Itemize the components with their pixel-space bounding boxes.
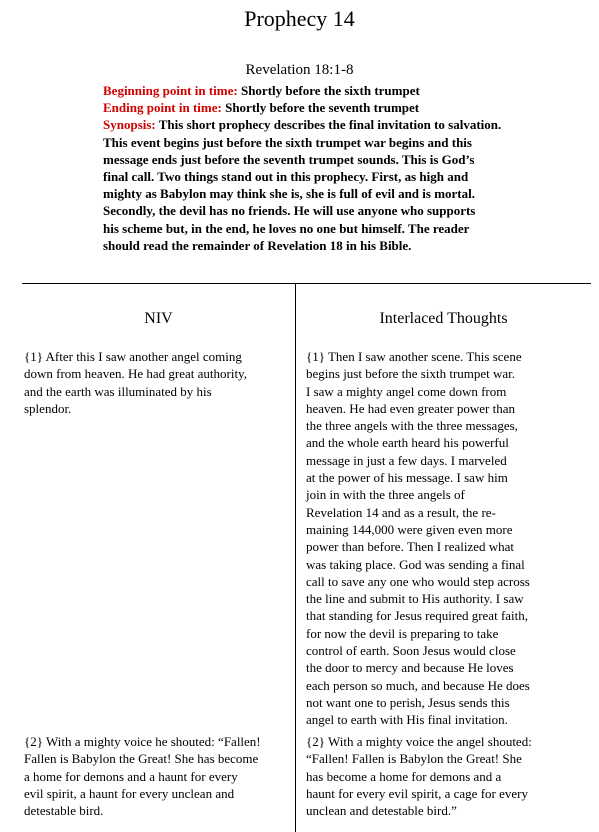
beginning-value: Shortly before the sixth trumpet [240,83,420,98]
ending-label: Ending point in time: [103,100,222,116]
page-title: Prophecy 14 [244,6,355,31]
synopsis-text: This short prophecy describes the final invitation to salvation. This event begins just before the sixth trumpet war begins and this message ends just before the seventh trumpet sounds. This is God’s final call. Two things stand out in this prophecy. First, as high and mighty as Babylon may think she is, she is full of evil and is mortal. Secondly, the devil has no friends. He will use anyone who supports his scheme but, in the end, he loves no one but himself. The reader should read the remainder of Revelation 18 in his Bible. [103,117,502,253]
ending-row [103,99,583,116]
ending-value: Shortly before the seventh trumpet [225,100,420,116]
interlaced-column-header: Interlaced Thoughts [379,310,508,327]
scripture-reference: Revelation 18:1-8 [245,62,354,78]
verse-1-interlaced: {1} Then I saw another scene. This scene begins just before the sixth trumpet war. I saw a mighty angel come down from heaven. He had even greater power than the three angels with the three messages, and the whole earth heard his powerful message in just a few days. I marveled at the power of his message. I saw him join in with the three angels of Revelation 14 and as a result, the re- maining 144,000 were given even more power than before. Then I realized what was taking place. God was sending a final call to save any one who would step across the line and submit to His authority. I saw that standing for Jesus required great faith, for now the devil is preparing to take control of earth. Soon Jesus would close the door to mercy and because He loves each person so much, and because He does not want one to perish, Jesus sends this angel to earth with His final invitation. [306,349,530,728]
verse-1-niv: {1} After this I saw another angel coming down from heaven. He had great authority, and the earth was illuminated by his splendor. [24,349,247,416]
horizontal-divider [22,283,591,284]
verse-2-niv: {2} With a mighty voice he shouted: “Fallen! Fallen is Babylon the Great! She has become a home for demons and a haunt for every evil spirit, a haunt for every unclean and detestable bird. [24,734,261,819]
niv-column-header: NIV [144,310,173,327]
verse-2-interlaced: {2} With a mighty voice the angel shouted: “Fallen! Fallen is Babylon the Great! She has become a home for demons and a haunt for every evil spirit, a cage for every unclean and detestable bird.” [306,734,532,819]
column-divider [295,283,296,832]
synopsis-label: Synopsis: [103,117,156,133]
beginning-row [103,82,583,99]
synopsis [103,116,583,254]
prophecy-summary [103,82,583,254]
beginning-label: Beginning point in time: [103,83,238,98]
